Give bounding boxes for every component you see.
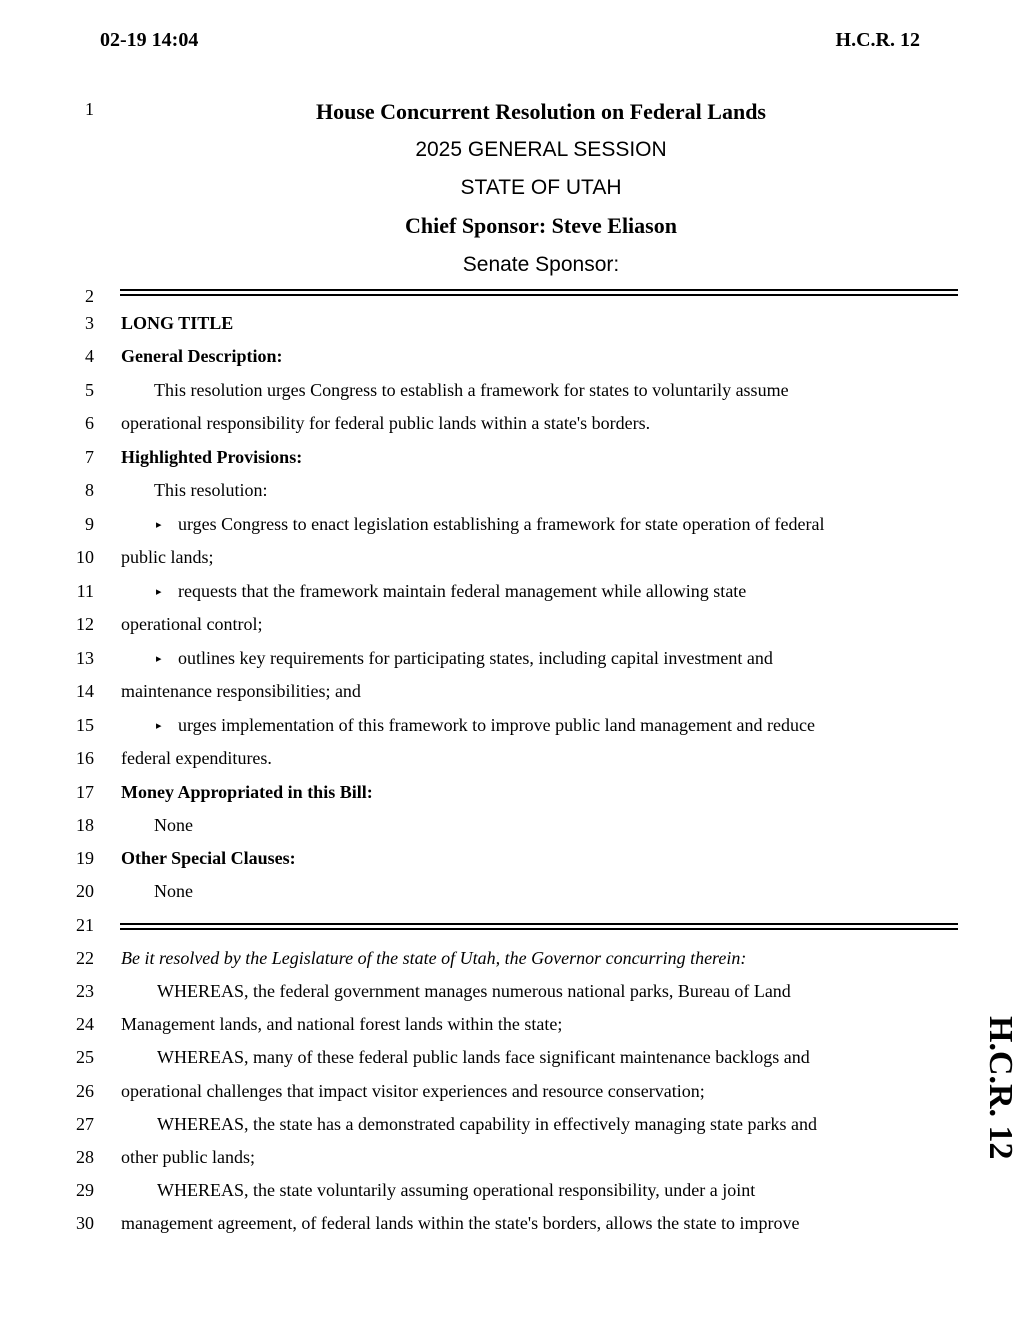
line-number: 3 (85, 313, 94, 333)
line-number: 1 (85, 99, 94, 119)
body-line: management agreement, of federal lands within the state's borders, allows the state to improve (121, 1213, 800, 1233)
body-line: operational challenges that impact visitor experiences and resource conservation; (121, 1081, 705, 1101)
highlighted-provisions-heading: Highlighted Provisions: (121, 447, 303, 467)
bullet-icon: ▸ (156, 720, 162, 732)
line-number: 12 (76, 614, 94, 634)
bullet-text: urges Congress to enact legislation establishing a framework for state operation of federal (178, 514, 825, 534)
body-line: This resolution: (154, 480, 268, 500)
body-line: This resolution urges Congress to establish a framework for states to voluntarily assume (154, 380, 789, 400)
line-number: 28 (76, 1147, 94, 1167)
double-rule (120, 289, 958, 296)
side-bill-label: H.C.R. 12 (982, 1016, 1019, 1160)
line-number: 13 (76, 648, 94, 668)
line-number: 19 (76, 848, 94, 868)
whereas-line: WHEREAS, the state has a demonstrated capability in effectively managing state parks and (157, 1114, 817, 1134)
body-line: None (154, 815, 193, 835)
whereas-line: WHEREAS, many of these federal public lands face significant maintenance backlogs and (157, 1047, 810, 1067)
line-number: 22 (76, 948, 94, 968)
bullet-item (156, 580, 746, 603)
whereas-line: WHEREAS, the state voluntarily assuming operational responsibility, under a joint (157, 1180, 756, 1200)
body-line: operational control; (121, 614, 263, 634)
header-datetime: 02-19 14:04 (100, 29, 199, 51)
line-number: 7 (85, 447, 94, 467)
body-line: other public lands; (121, 1147, 255, 1167)
bullet-text: requests that the framework maintain federal management while allowing state (178, 581, 747, 601)
bullet-text: urges implementation of this framework to improve public land management and reduce (178, 715, 815, 735)
line-number: 27 (76, 1114, 94, 1134)
enacting-clause: Be it resolved by the Legislature of the state of Utah, the Governor concurring therein: (121, 948, 747, 968)
line-number: 21 (76, 915, 94, 935)
bullet-item (156, 714, 815, 737)
bullet-icon: ▸ (156, 653, 162, 665)
senate-sponsor: Senate Sponsor: (462, 253, 620, 276)
line-number: 24 (76, 1014, 94, 1034)
line-number: 26 (76, 1081, 94, 1101)
line-number: 2 (85, 286, 94, 306)
chief-sponsor: Chief Sponsor: Steve Eliason (405, 213, 677, 238)
session-line: 2025 GENERAL SESSION (415, 138, 667, 161)
body-line: public lands; (121, 547, 214, 567)
body-line: Management lands, and national forest lands within the state; (121, 1014, 563, 1034)
special-clauses-heading: Other Special Clauses: (121, 848, 296, 868)
bullet-item (156, 647, 773, 670)
line-number: 17 (76, 782, 94, 802)
header-bill-id: H.C.R. 12 (835, 29, 920, 51)
state-line: STATE OF UTAH (460, 176, 622, 199)
line-number: 30 (76, 1213, 94, 1233)
body-line: operational responsibility for federal public lands within a state's borders. (121, 413, 651, 433)
line-number: 14 (76, 681, 94, 701)
line-number: 16 (76, 748, 94, 768)
bill-title: House Concurrent Resolution on Federal Lands (315, 99, 766, 124)
line-number: 29 (76, 1180, 94, 1200)
line-number: 10 (76, 547, 94, 567)
line-number: 6 (85, 413, 94, 433)
double-rule (120, 923, 958, 930)
line-number: 5 (85, 380, 94, 400)
line-number: 11 (76, 581, 94, 601)
line-number: 20 (76, 881, 94, 901)
body-line: maintenance responsibilities; and (121, 681, 361, 701)
whereas-line: WHEREAS, the federal government manages numerous national parks, Bureau of Land (157, 981, 791, 1001)
line-number: 8 (85, 480, 94, 500)
bullet-text: outlines key requirements for participating states, including capital investment and (178, 648, 773, 668)
title-block (120, 0, 962, 290)
general-description-heading: General Description: (121, 346, 283, 366)
bullet-icon: ▸ (156, 519, 162, 531)
line-number: 4 (85, 346, 94, 366)
long-title-heading: LONG TITLE (121, 313, 234, 333)
body-line: None (154, 881, 193, 901)
body-line: federal expenditures. (121, 748, 272, 768)
line-number: 9 (85, 514, 94, 534)
bullet-item (156, 513, 824, 536)
money-appropriated-heading: Money Appropriated in this Bill: (121, 782, 373, 802)
line-number: 18 (76, 815, 94, 835)
line-number: 25 (76, 1047, 94, 1067)
line-number: 23 (76, 981, 94, 1001)
line-number: 15 (76, 715, 94, 735)
bullet-icon: ▸ (156, 586, 162, 598)
